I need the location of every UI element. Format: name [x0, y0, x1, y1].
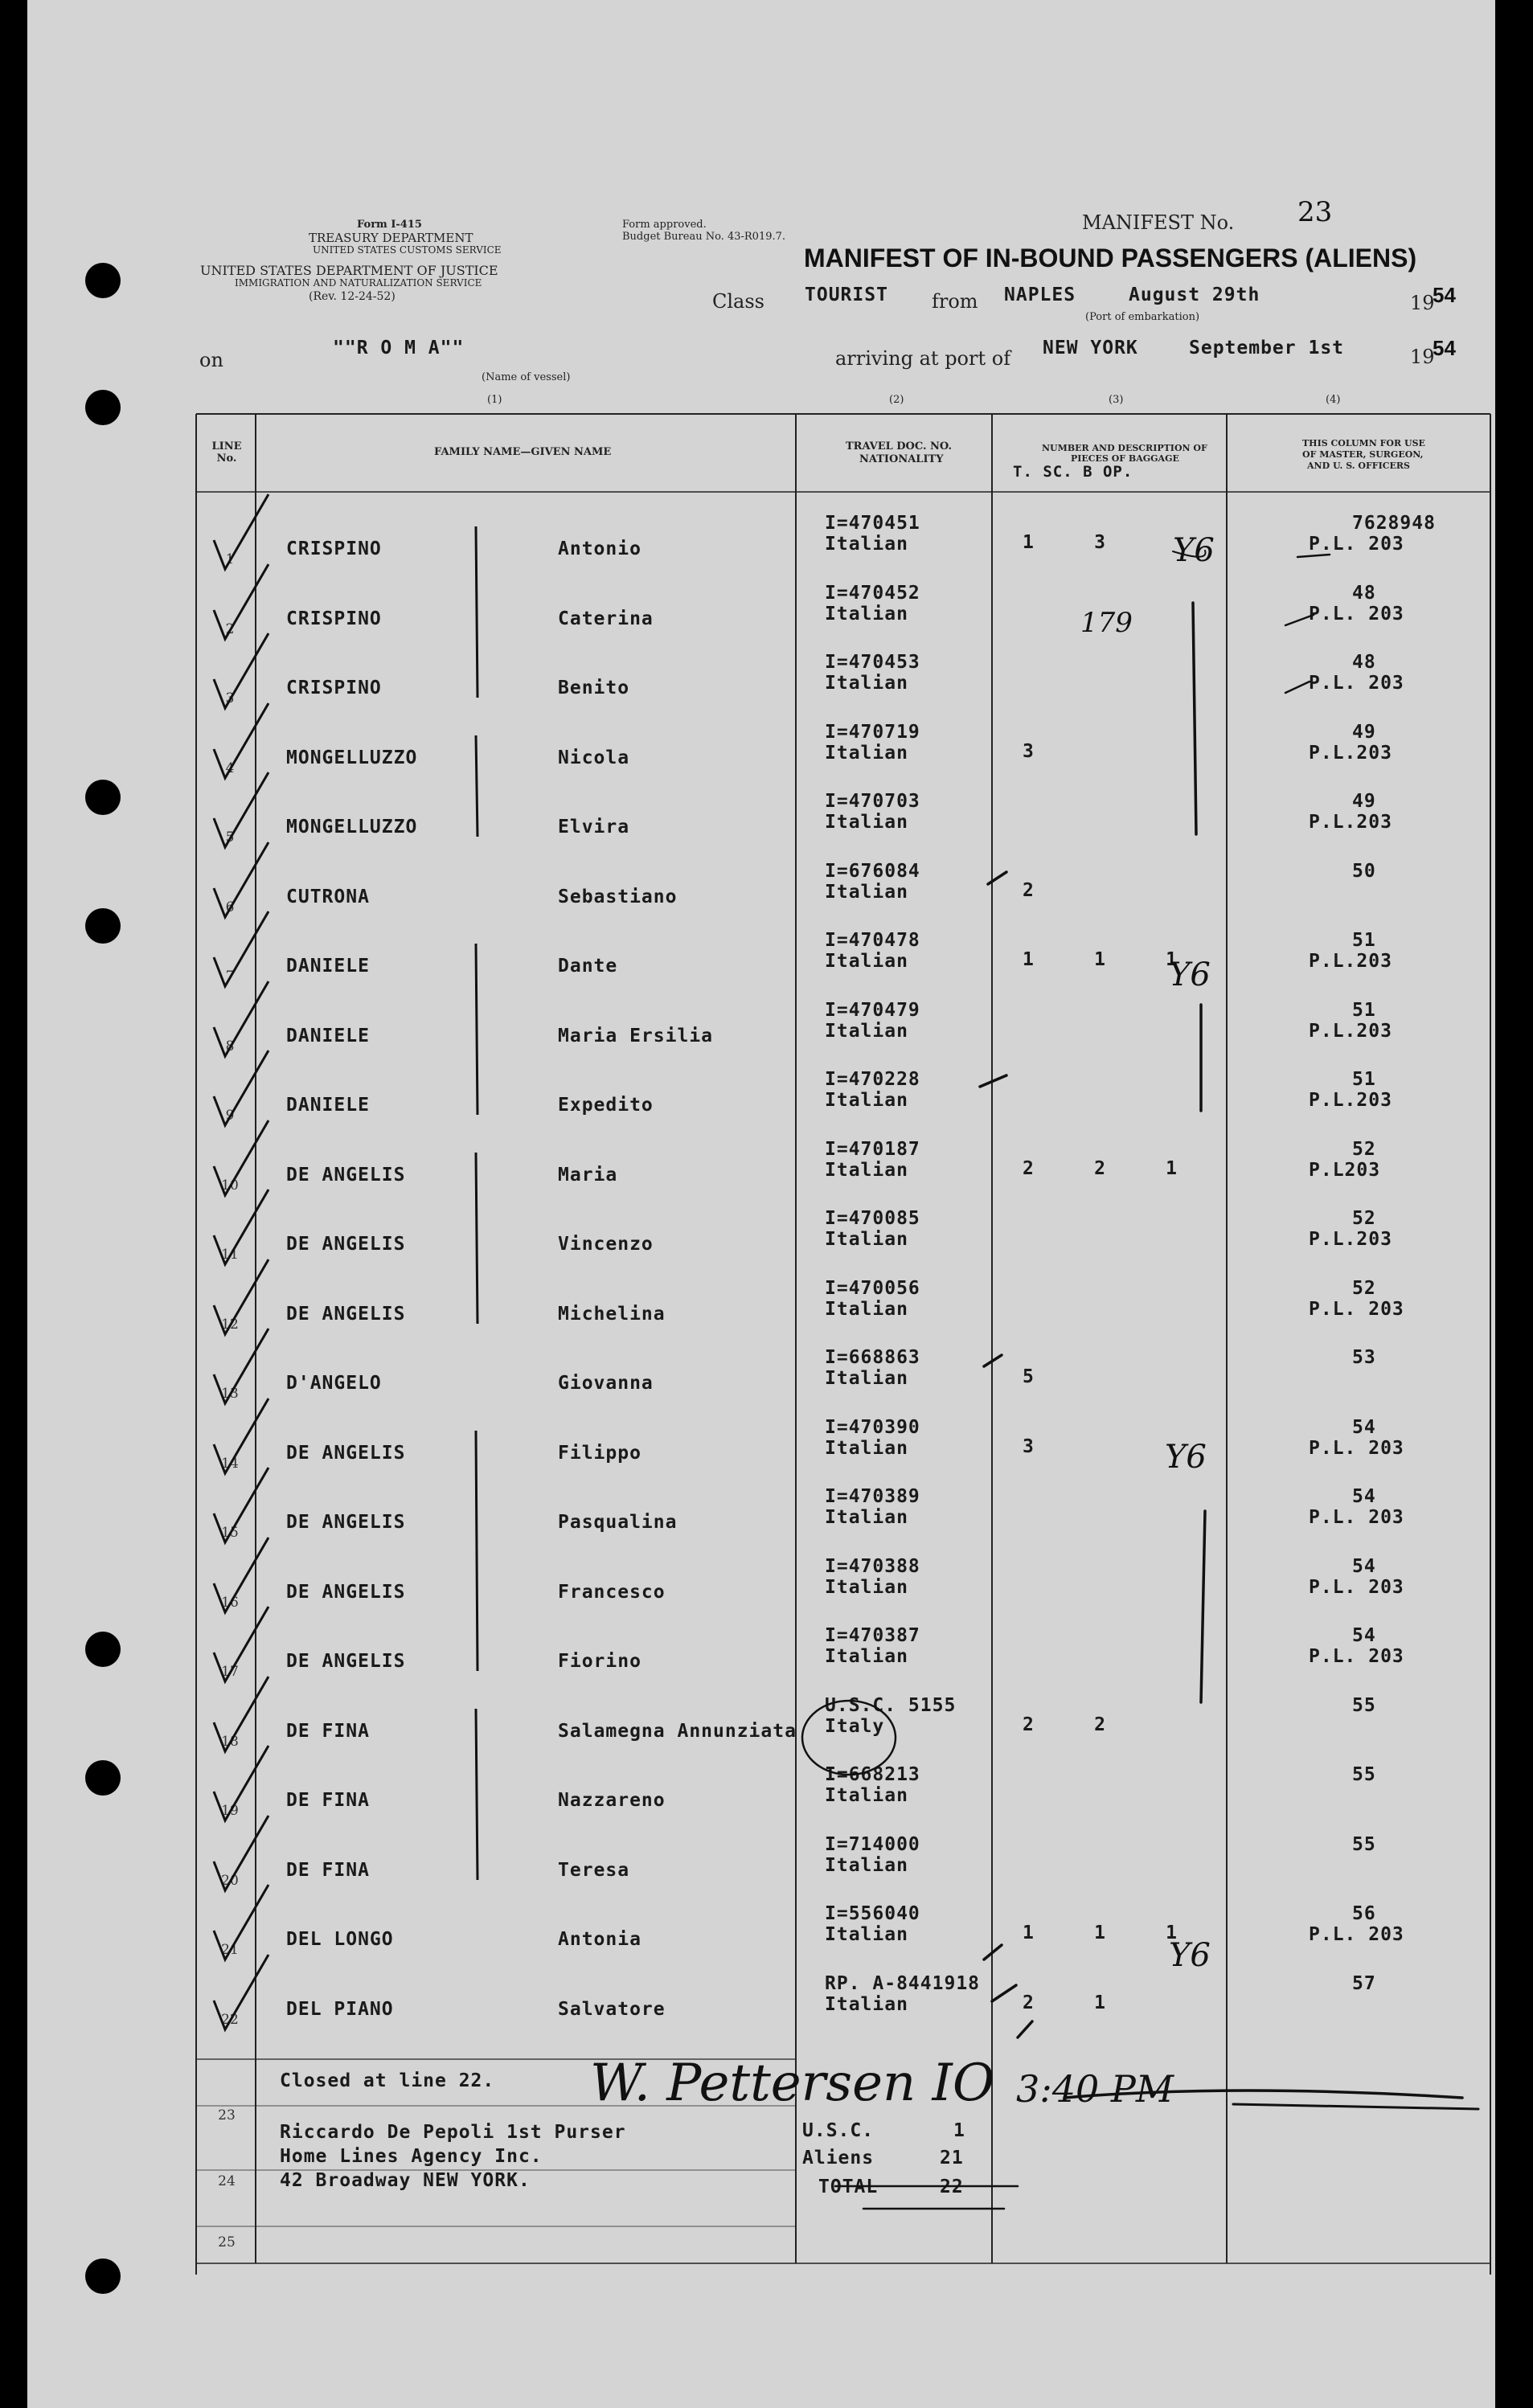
header-doc: TRAVEL DOC. NO. [846, 440, 953, 453]
agency-address: 42 Broadway NEW YORK. [280, 2170, 531, 2191]
family-name: MONGELLUZZO [286, 817, 418, 837]
baggage-count: 1 3 [1023, 532, 1106, 553]
travel-doc-no: I=668213 [825, 1764, 920, 1785]
handwritten-179: 179 [1080, 607, 1133, 639]
given-name: Pasqualina [558, 1512, 678, 1533]
inspection-time: 3:40 PM [1016, 2067, 1174, 2111]
justice-dept: UNITED STATES DEPARTMENT OF JUSTICE [200, 263, 498, 278]
officer-ref: 55 [1352, 1834, 1376, 1855]
officer-pl: P.L.203 [1309, 812, 1392, 833]
handwritten-y6: Y6 [1173, 532, 1215, 569]
family-name: DE ANGELIS [286, 1304, 406, 1325]
line-number: 5 [225, 829, 235, 846]
check-mark [214, 1329, 268, 1403]
line-number: 10 [221, 1177, 239, 1194]
travel-doc-no: I=470478 [825, 930, 920, 951]
family-bracket [476, 944, 478, 1115]
baggage-count: 2 2 1 [1023, 1158, 1178, 1179]
nationality: Italian [825, 882, 908, 903]
family-name: MONGELLUZZO [286, 747, 418, 768]
officer-ref: 57 [1352, 1973, 1376, 1994]
travel-doc-no: I=668863 [825, 1347, 920, 1368]
check-mark [214, 842, 268, 917]
check-mark [214, 1468, 268, 1542]
family-name: DE FINA [286, 1790, 370, 1811]
line-number: 19 [221, 1803, 239, 1819]
check-mark [214, 981, 268, 1056]
line-number: 14 [221, 1456, 239, 1472]
line-number: 11 [221, 1247, 239, 1263]
family-name: CRISPINO [286, 539, 382, 559]
travel-doc-no: I=470187 [825, 1139, 920, 1160]
officer-ref: 54 [1352, 1556, 1376, 1577]
given-name: Nazzareno [558, 1790, 666, 1811]
purser-name: Riccardo De Pepoli 1st Purser [280, 2122, 626, 2143]
usc-count: 1 [953, 2120, 965, 2141]
check-mark [214, 703, 268, 778]
year-1: 54 [1433, 283, 1456, 307]
manifest-label: MANIFEST No. [1082, 211, 1235, 234]
officer-ref: 55 [1352, 1695, 1376, 1716]
total-label: TOTAL [818, 2177, 879, 2197]
given-name: Maria Ersilia [558, 1026, 714, 1046]
nationality: Italy [825, 1716, 885, 1737]
officer-ref: 48 [1352, 583, 1376, 604]
line-number: 21 [221, 1942, 239, 1958]
travel-doc-no: I=470389 [825, 1486, 920, 1507]
line-number: 15 [221, 1525, 239, 1541]
travel-doc-no: RP. A-8441918 [825, 1973, 981, 1994]
family-name: DEL PIANO [286, 1999, 394, 2020]
family-name: DEL LONGO [286, 1929, 394, 1950]
check-mark [214, 1746, 268, 1820]
line-number: 20 [221, 1873, 239, 1889]
officer-ref: 52 [1352, 1208, 1376, 1229]
officer-ref: 53 [1352, 1347, 1376, 1368]
nationality: Italian [825, 1507, 908, 1528]
family-name: DE ANGELIS [286, 1443, 406, 1464]
line-number: 9 [225, 1108, 235, 1124]
officer-signature: W. Pettersen IO [590, 2054, 995, 2113]
year-prefix-1: 19 [1410, 292, 1435, 314]
given-name: Elvira [558, 817, 630, 837]
form-approved: Form approved. [622, 219, 707, 231]
handwritten-y6: Y6 [1169, 956, 1211, 993]
given-name: Salvatore [558, 1999, 666, 2020]
aliens-label: Aliens [802, 2148, 875, 2168]
family-name: CUTRONA [286, 887, 370, 907]
family-name: DE ANGELIS [286, 1651, 406, 1672]
travel-doc-no: U.S.C. 5155 [825, 1695, 957, 1716]
col-num-1: (1) [487, 394, 502, 406]
arriving-label: arriving at port of [835, 347, 1011, 370]
line-number: 22 [221, 2012, 239, 2028]
officer-pl: P.L.203 [1309, 1021, 1392, 1042]
baggage-count: 1 1 1 [1023, 949, 1178, 970]
family-name: DE ANGELIS [286, 1165, 406, 1186]
header-officer-use-3: AND U. S. OFFICERS [1307, 461, 1410, 471]
given-name: Michelina [558, 1304, 666, 1325]
port-of-arrival: NEW YORK [1043, 338, 1138, 358]
embark-date: August 29th [1129, 285, 1260, 305]
officer-ref: 52 [1352, 1278, 1376, 1299]
header-nationality: NATIONALITY [859, 453, 944, 465]
officer-ref: 51 [1352, 1069, 1376, 1090]
family-name: DANIELE [286, 1026, 370, 1046]
nationality: Italian [825, 1368, 908, 1389]
check-mark [214, 1399, 268, 1473]
handwritten-y6: Y6 [1165, 1439, 1207, 1476]
officer-ref: 51 [1352, 930, 1376, 951]
check-mark [214, 772, 268, 847]
family-name: CRISPINO [286, 678, 382, 698]
officer-ref: 49 [1352, 791, 1376, 812]
given-name: Francesco [558, 1582, 666, 1603]
treasury-dept: TREASURY DEPARTMENT [309, 231, 473, 245]
header-baggage-2: PIECES OF BAGGAGE [1071, 453, 1179, 464]
nationality: Italian [825, 1090, 908, 1111]
baggage-count: 2 [1023, 880, 1035, 901]
from-label: from [932, 290, 978, 313]
baggage-count: 2 1 [1023, 1992, 1106, 2013]
travel-doc-no: I=556040 [825, 1903, 920, 1924]
header-officer-use-2: OF MASTER, SURGEON, [1302, 449, 1424, 460]
travel-doc-no: I=676084 [825, 861, 920, 882]
travel-doc-no: I=470451 [825, 513, 920, 534]
line-number: 2 [225, 621, 235, 637]
officer-pl: P.L. 203 [1309, 1924, 1404, 1945]
on-label: on [199, 349, 223, 371]
travel-doc-no: I=470388 [825, 1556, 920, 1577]
check-mark [214, 1677, 268, 1751]
family-name: DE FINA [286, 1721, 370, 1742]
baggage-count: 3 [1023, 741, 1035, 762]
officer-pl: P.L. 203 [1309, 1646, 1404, 1667]
nationality: Italian [825, 1438, 908, 1459]
given-name: Salamegna Annunziata [558, 1721, 797, 1742]
check-mark [214, 633, 268, 708]
family-name: D'ANGELO [286, 1373, 382, 1394]
nationality: Italian [825, 1021, 908, 1042]
given-name: Giovanna [558, 1373, 654, 1394]
family-name: DANIELE [286, 956, 370, 977]
given-name: Teresa [558, 1860, 630, 1881]
col-num-2: (2) [889, 394, 904, 406]
travel-doc-no: I=470719 [825, 722, 920, 743]
line-number: 12 [221, 1317, 239, 1333]
nationality: Italian [825, 1785, 908, 1806]
given-name: Vincenzo [558, 1234, 654, 1255]
officer-ref: 56 [1352, 1903, 1376, 1924]
check-mark [214, 1885, 268, 1960]
handwritten-marks [27, 0, 1495, 2408]
given-name: Fiorino [558, 1651, 641, 1672]
vessel-note: (Name of vessel) [482, 371, 571, 383]
header-baggage: NUMBER AND DESCRIPTION OF [1042, 443, 1207, 453]
line-number: 24 [218, 2173, 236, 2189]
manifest-title: MANIFEST OF IN-BOUND PASSENGERS (ALIENS) [804, 244, 1417, 272]
check-mark [214, 1607, 268, 1681]
given-name: Expedito [558, 1095, 654, 1116]
nationality: Italian [825, 1646, 908, 1667]
travel-doc-no: I=470056 [825, 1278, 920, 1299]
officer-ref: 50 [1352, 861, 1376, 882]
line-number: 8 [225, 1038, 235, 1055]
manifest-sheet [27, 0, 1495, 2408]
header-baggage-codes: T. SC. B OP. [1013, 463, 1133, 481]
line-number: 25 [218, 2234, 236, 2250]
baggage-count: 1 1 1 [1023, 1923, 1178, 1943]
col-num-4: (4) [1326, 394, 1341, 406]
nationality: Italian [825, 1924, 908, 1945]
given-name: Sebastiano [558, 887, 678, 907]
form-number: Form I-415 [357, 219, 422, 231]
line-number: 16 [221, 1595, 239, 1611]
officer-pl: P.L.203 [1309, 1229, 1392, 1250]
line-number: 1 [225, 551, 235, 567]
aliens-count: 21 [940, 2148, 964, 2168]
given-name: Caterina [558, 608, 654, 629]
check-mark [214, 911, 268, 986]
officer-ref: 49 [1352, 722, 1376, 743]
officer-pl: P.L. 203 [1309, 1577, 1404, 1598]
given-name: Antonia [558, 1929, 641, 1950]
line-number: 7 [225, 969, 235, 985]
family-bracket [476, 735, 478, 837]
nationality: Italian [825, 1160, 908, 1181]
travel-doc-no: I=470479 [825, 1000, 920, 1021]
officer-ref: 54 [1352, 1417, 1376, 1438]
baggage-count: 3 [1023, 1436, 1035, 1457]
travel-doc-no: I=470085 [825, 1208, 920, 1229]
nationality: Italian [825, 1299, 908, 1320]
line-number: 17 [221, 1664, 239, 1680]
nationality: Italian [825, 604, 908, 625]
travel-doc-no: I=714000 [825, 1834, 920, 1855]
arrival-date: September 1st [1189, 338, 1345, 358]
year-prefix-2: 19 [1410, 346, 1435, 368]
vessel-name: ""R O M A"" [333, 338, 465, 358]
officer-ref: 54 [1352, 1486, 1376, 1507]
check-mark [214, 1538, 268, 1612]
check-mark [214, 1190, 268, 1264]
line-number: 4 [225, 760, 235, 776]
officer-ref: 52 [1352, 1139, 1376, 1160]
check-mark [214, 1050, 268, 1125]
travel-doc-no: I=470452 [825, 583, 920, 604]
immigration-service: IMMIGRATION AND NATURALIZATION SERVICE [235, 277, 482, 289]
given-name: Antonio [558, 539, 641, 559]
nationality: Italian [825, 534, 908, 555]
nationality: Italian [825, 1229, 908, 1250]
family-name: DE ANGELIS [286, 1582, 406, 1603]
officer-pl: P.L. 203 [1309, 604, 1404, 625]
agency-name: Home Lines Agency Inc. [280, 2146, 543, 2167]
line-number: 13 [221, 1386, 239, 1402]
line-number: 6 [225, 899, 235, 915]
officer-pl: P.L.203 [1309, 1090, 1392, 1111]
officer-ref: 55 [1352, 1764, 1376, 1785]
nationality: Italian [825, 1994, 908, 2015]
check-mark [214, 564, 268, 639]
year-2: 54 [1433, 336, 1456, 360]
manifest-number: 23 [1297, 196, 1333, 228]
given-name: Maria [558, 1165, 618, 1186]
nationality: Italian [825, 743, 908, 764]
travel-doc-no: I=470703 [825, 791, 920, 812]
nationality: Italian [825, 1855, 908, 1876]
officer-ref: 48 [1352, 652, 1376, 673]
port-note: (Port of embarkation) [1085, 311, 1200, 323]
line-number: 18 [221, 1734, 239, 1750]
given-name: Benito [558, 678, 630, 698]
check-mark [214, 494, 268, 569]
officer-pl: P.L203 [1309, 1160, 1381, 1181]
officer-pl: P.L. 203 [1309, 1299, 1404, 1320]
travel-doc-no: I=470228 [825, 1069, 920, 1090]
officer-pl: P.L.203 [1309, 951, 1392, 972]
nationality: Italian [825, 1577, 908, 1598]
given-name: Nicola [558, 747, 630, 768]
baggage-count: 2 2 [1023, 1714, 1106, 1735]
officer-pl: P.L.203 [1309, 743, 1392, 764]
officer-ref: 54 [1352, 1625, 1376, 1646]
line-number: 23 [218, 2107, 236, 2123]
handwritten-y6: Y6 [1169, 1937, 1211, 1974]
travel-doc-no: I=470453 [825, 652, 920, 673]
line-number: 3 [225, 690, 235, 706]
total-count: 22 [940, 2177, 964, 2197]
header-officer-use: THIS COLUMN FOR USE [1302, 438, 1425, 448]
family-bracket [476, 1153, 478, 1324]
check-mark [214, 1120, 268, 1195]
class-value: TOURIST [805, 285, 888, 305]
family-bracket [476, 526, 478, 698]
officer-pl: P.L. 203 [1309, 534, 1404, 555]
budget-bureau: Budget Bureau No. 43-R019.7. [622, 231, 786, 243]
class-label: Class [712, 290, 764, 313]
nationality: Italian [825, 673, 908, 694]
family-name: CRISPINO [286, 608, 382, 629]
nationality: Italian [825, 812, 908, 833]
check-mark [214, 1259, 268, 1334]
col-num-3: (3) [1109, 394, 1124, 406]
officer-pl: P.L. 203 [1309, 1507, 1404, 1528]
officer-ref: 51 [1352, 1000, 1376, 1021]
baggage-count: 5 [1023, 1366, 1035, 1387]
closed-note: Closed at line 22. [280, 2070, 495, 2091]
officer-ref: 7628948 [1352, 513, 1436, 534]
family-bracket [476, 1431, 478, 1671]
given-name: Dante [558, 956, 618, 977]
header-name: FAMILY NAME—GIVEN NAME [434, 446, 612, 458]
family-name: DANIELE [286, 1095, 370, 1116]
check-mark [214, 1816, 268, 1890]
family-name: DE FINA [286, 1860, 370, 1881]
officer-pl: P.L. 203 [1309, 673, 1404, 694]
from-value: NAPLES [1004, 285, 1076, 305]
nationality: Italian [825, 951, 908, 972]
header-line-no: LINE No. [211, 440, 242, 465]
travel-doc-no: I=470387 [825, 1625, 920, 1646]
family-name: DE ANGELIS [286, 1234, 406, 1255]
revision: (Rev. 12-24-52) [309, 290, 396, 303]
customs-service: UNITED STATES CUSTOMS SERVICE [313, 244, 502, 256]
usc-label: U.S.C. [802, 2120, 875, 2141]
travel-doc-no: I=470390 [825, 1417, 920, 1438]
family-name: DE ANGELIS [286, 1512, 406, 1533]
given-name: Filippo [558, 1443, 641, 1464]
family-bracket [476, 1709, 478, 1880]
officer-pl: P.L. 203 [1309, 1438, 1404, 1459]
check-mark [214, 1955, 268, 2029]
